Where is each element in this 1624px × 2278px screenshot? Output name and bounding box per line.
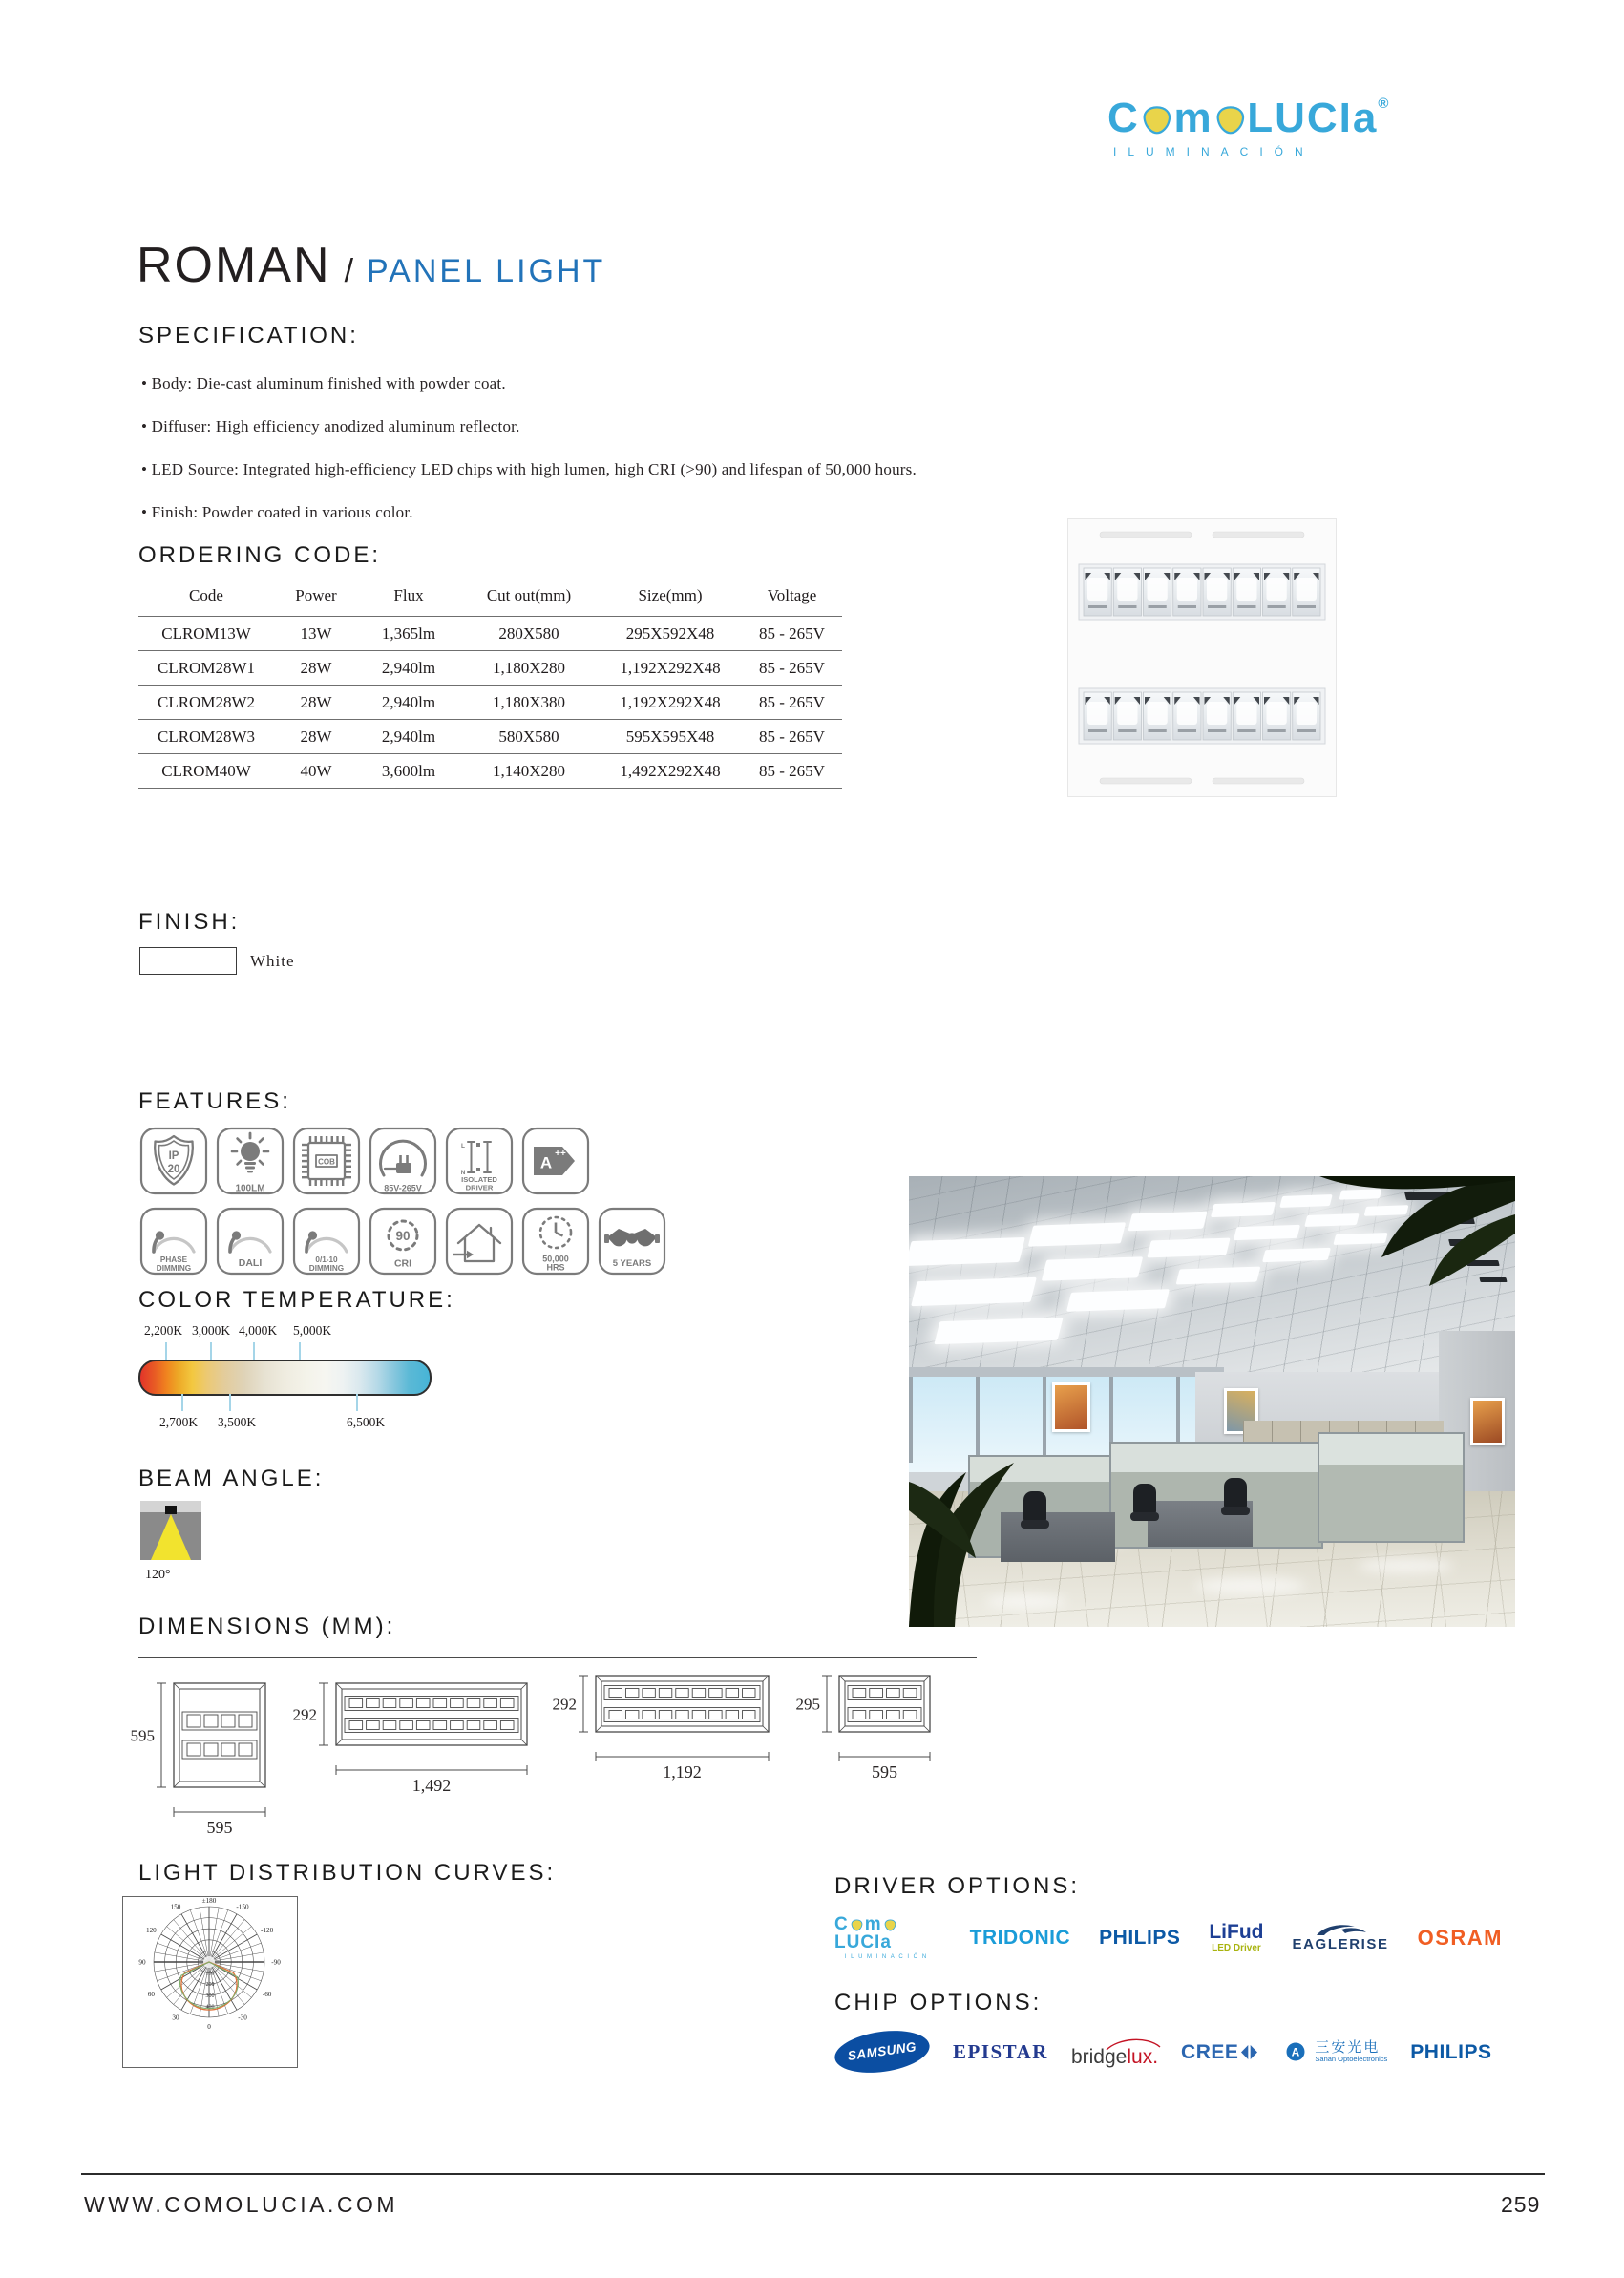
wide-voltage-plug-icon bbox=[369, 1127, 437, 1195]
ordering-table-cell: 2,940lm bbox=[381, 692, 436, 711]
lumen-bulb-icon bbox=[216, 1127, 285, 1195]
ceiling-light-panel bbox=[1128, 1212, 1207, 1232]
ct-bottom-label: 3,500K bbox=[217, 1415, 257, 1429]
cri-90-icon bbox=[369, 1207, 437, 1276]
svg-text:295: 295 bbox=[795, 1695, 820, 1714]
brand-logo-sanan bbox=[1280, 2037, 1387, 2066]
ct-bottom-tick bbox=[229, 1394, 231, 1411]
svg-text:DRIVER: DRIVER bbox=[465, 1183, 494, 1192]
product-name: ROMAN bbox=[137, 238, 331, 293]
svg-text:-60: -60 bbox=[262, 1991, 272, 1998]
ordering-table-cell: 295X592X48 bbox=[625, 623, 715, 643]
ct-top-label: 3,000K bbox=[191, 1323, 231, 1338]
svg-text:200: 200 bbox=[205, 1982, 215, 1989]
color-temperature-bar bbox=[138, 1360, 432, 1396]
bridgelux-arc-icon bbox=[1105, 2037, 1162, 2051]
office-chair-seat bbox=[1021, 1520, 1049, 1529]
svg-text:PHASE: PHASE bbox=[159, 1255, 188, 1264]
svg-text:-30: -30 bbox=[238, 2014, 247, 2022]
svg-text:90: 90 bbox=[138, 1958, 146, 1967]
svg-text:CRI: CRI bbox=[393, 1257, 412, 1270]
brand-label: TRIDONIC bbox=[969, 1927, 1071, 1949]
ordering-table-cell: 2,940lm bbox=[381, 727, 436, 746]
ordering-table-wrap bbox=[138, 576, 842, 789]
color-temperature-heading: COLOR TEMPERATURE: bbox=[138, 1287, 455, 1313]
brand-logo-cree bbox=[1181, 2042, 1257, 2062]
ct-top-tick bbox=[299, 1342, 301, 1360]
isolated-driver-icon bbox=[445, 1127, 514, 1195]
brand-logo-tridonic bbox=[970, 1928, 1071, 1948]
ordering-table-cell: 1,180X280 bbox=[492, 658, 566, 677]
brand-tagline: ILUMINACIÓN bbox=[1113, 145, 1315, 158]
specification-heading: SPECIFICATION: bbox=[138, 323, 359, 348]
brand-logo-eaglerise bbox=[1293, 1924, 1389, 1951]
svg-text:100: 100 bbox=[205, 1971, 215, 1977]
chip-options-heading: CHIP OPTIONS: bbox=[834, 1990, 1043, 2015]
beam-angle-heading: BEAM ANGLE: bbox=[138, 1466, 325, 1491]
specification-bullet: • Diffuser: High efficiency anodized aluminum reflector. bbox=[141, 417, 520, 435]
office-poster bbox=[1470, 1398, 1505, 1445]
brand-label: CREE bbox=[1181, 2040, 1239, 2063]
ordering-column-header: Power bbox=[295, 586, 337, 604]
indoor-house-icon bbox=[445, 1207, 514, 1276]
svg-text:A: A bbox=[1292, 2045, 1300, 2059]
ordering-table-cell: 3,600lm bbox=[381, 761, 436, 780]
ceiling-light-panel bbox=[934, 1318, 1063, 1344]
ordering-table-cell: 595X595X48 bbox=[625, 727, 715, 746]
svg-text:DIMMING: DIMMING bbox=[308, 1264, 345, 1273]
finish-swatch-white bbox=[139, 947, 237, 975]
svg-text:0: 0 bbox=[207, 2023, 211, 2031]
ordering-table-cell: 85 - 265V bbox=[759, 623, 825, 643]
ceiling-light-panel bbox=[1066, 1289, 1170, 1312]
ordering-table-cell: CLROM13W bbox=[161, 623, 251, 643]
svg-text:DALI: DALI bbox=[238, 1257, 263, 1269]
svg-text:595: 595 bbox=[130, 1726, 155, 1745]
brand-wordmark-small: C mLUCIa bbox=[834, 1915, 941, 1951]
svg-text:400: 400 bbox=[205, 2004, 215, 2011]
ct-top-label: 5,000K bbox=[292, 1323, 332, 1338]
finish-heading: FINISH: bbox=[138, 909, 241, 935]
phase-dimming-gauge-icon bbox=[139, 1207, 208, 1276]
logo-pick-icon bbox=[1142, 105, 1172, 136]
brand-logo-philips bbox=[1099, 1928, 1180, 1948]
ceiling-light-panel bbox=[1304, 1213, 1360, 1227]
brand-logo-samsung bbox=[834, 2032, 930, 2072]
sanan-logo-row bbox=[1280, 2037, 1387, 2066]
svg-text:-120: -120 bbox=[261, 1927, 274, 1934]
ordering-table-row bbox=[138, 754, 842, 789]
ordering-heading: ORDERING CODE: bbox=[138, 542, 382, 568]
ct-top-label: 2,200K bbox=[143, 1323, 183, 1338]
ip20-shield-icon bbox=[139, 1127, 208, 1195]
sanan-monogram-icon bbox=[1280, 2037, 1309, 2066]
ordering-table-cell: 1,180X380 bbox=[492, 692, 566, 711]
ct-bottom-tick bbox=[181, 1394, 183, 1411]
office-desk bbox=[1001, 1512, 1115, 1562]
ct-top-tick bbox=[253, 1342, 255, 1360]
ordering-column-header: Cut out(mm) bbox=[486, 586, 572, 604]
svg-text:1,492: 1,492 bbox=[411, 1776, 452, 1795]
ct-top-tick bbox=[165, 1342, 167, 1360]
brand-logo-bridgelux bbox=[1071, 2037, 1158, 2067]
ordering-table-cell: 2,940lm bbox=[381, 658, 436, 677]
ordering-table-cell: 1,365lm bbox=[381, 623, 436, 643]
svg-text:292: 292 bbox=[552, 1695, 577, 1714]
svg-text:90: 90 bbox=[395, 1229, 411, 1243]
svg-text:150: 150 bbox=[170, 1903, 181, 1911]
polar-chart bbox=[122, 1896, 298, 2068]
logo-pick-icon bbox=[884, 1919, 896, 1931]
ceiling-light-panel bbox=[909, 1237, 1025, 1266]
svg-text:595: 595 bbox=[206, 1818, 233, 1837]
zero-one-ten-dimming-gauge-icon bbox=[292, 1207, 361, 1276]
ct-bottom-tick bbox=[356, 1394, 358, 1411]
svg-text:85V-265V: 85V-265V bbox=[384, 1183, 422, 1193]
svg-text:100LM: 100LM bbox=[235, 1183, 265, 1194]
cree-diamond-icon bbox=[1241, 2044, 1257, 2060]
svg-text:DIMMING: DIMMING bbox=[156, 1264, 192, 1273]
brand-label: PHILIPS bbox=[1099, 1927, 1181, 1949]
light-distribution-heading: LIGHT DISTRIBUTION CURVES: bbox=[138, 1860, 557, 1886]
ordering-table-header bbox=[138, 576, 842, 617]
page-title bbox=[137, 237, 605, 294]
svg-text:ISOLATED: ISOLATED bbox=[461, 1175, 497, 1184]
ordering-table-cell: 28W bbox=[300, 658, 332, 677]
brand-logo-lifud bbox=[1209, 1922, 1263, 1953]
registered-mark: ® bbox=[1378, 95, 1389, 112]
office-poster bbox=[1052, 1382, 1090, 1432]
ceiling-light-panel bbox=[1339, 1189, 1382, 1199]
dimension-drawing bbox=[540, 1664, 790, 1813]
svg-text:595: 595 bbox=[872, 1762, 897, 1782]
features-heading: FEATURES: bbox=[138, 1088, 291, 1114]
ordering-table-cell: 1,192X292X48 bbox=[620, 692, 721, 711]
ceiling-light-panel bbox=[1147, 1238, 1230, 1258]
eaglerise-bird-icon bbox=[1313, 1924, 1368, 1936]
product-category: PANEL LIGHT bbox=[367, 253, 606, 289]
ordering-table-cell: 85 - 265V bbox=[759, 727, 825, 746]
ordering-table-cell: 85 - 265V bbox=[759, 658, 825, 677]
logo-pick-icon bbox=[1215, 105, 1246, 136]
dimensions-heading: DIMENSIONS (MM): bbox=[138, 1614, 396, 1639]
warranty-handshake-icon bbox=[598, 1207, 666, 1276]
ordering-table-cell: 28W bbox=[300, 727, 332, 746]
dali-gauge-icon bbox=[216, 1207, 285, 1276]
features-row-2 bbox=[139, 1207, 666, 1276]
lifespan-clock-icon bbox=[521, 1207, 590, 1276]
ceiling-downlight-fixture bbox=[1404, 1192, 1456, 1200]
office-cubicle-panel bbox=[1318, 1432, 1465, 1543]
cob-chip-icon bbox=[292, 1127, 361, 1195]
ceiling-downlight-fixture bbox=[1429, 1216, 1475, 1224]
brand-logo bbox=[1107, 97, 1499, 158]
ordering-column-header: Flux bbox=[393, 586, 424, 604]
product-image bbox=[1067, 518, 1337, 802]
application-photo bbox=[909, 1176, 1515, 1627]
brand-label: LiFud bbox=[1209, 1921, 1264, 1943]
ct-top-tick bbox=[210, 1342, 212, 1360]
ceiling-light-panel bbox=[1333, 1233, 1387, 1245]
beam-angle-value: 120° bbox=[145, 1568, 171, 1582]
ordering-table-cell: CLROM28W3 bbox=[158, 727, 255, 746]
svg-text:N: N bbox=[460, 1170, 466, 1176]
svg-text:L: L bbox=[461, 1143, 465, 1150]
brand-label: ILUMINACIÓN bbox=[844, 1954, 931, 1960]
svg-text:IP: IP bbox=[168, 1150, 179, 1162]
cree-wordmark bbox=[1181, 2042, 1257, 2062]
ceiling-downlight-fixture bbox=[1479, 1277, 1507, 1282]
title-separator: / bbox=[344, 253, 354, 289]
brand-sublabel: Sanan Optoelectronics bbox=[1315, 2055, 1388, 2064]
brand-label: LED Driver bbox=[1212, 1943, 1261, 1953]
brand-wordmark-text: C m LUCIa bbox=[1107, 95, 1379, 141]
office-chair-back bbox=[1133, 1484, 1156, 1514]
specification-list bbox=[141, 374, 917, 546]
specification-bullet: • LED Source: Integrated high-efficiency LED chips with high lumen, high CRI (>90) and lifespan of 50,000 hours. bbox=[141, 460, 917, 478]
ceiling-light-panel bbox=[1211, 1202, 1276, 1217]
ceiling-downlight-fixture bbox=[1448, 1239, 1488, 1246]
ct-bottom-label: 6,500K bbox=[346, 1415, 386, 1429]
svg-text:±180: ±180 bbox=[201, 1897, 217, 1905]
svg-text:++: ++ bbox=[555, 1149, 566, 1159]
ordering-table-row bbox=[138, 720, 842, 754]
svg-text:300: 300 bbox=[205, 1993, 215, 1999]
beam-angle-icon bbox=[140, 1501, 201, 1565]
brand-logo-comolucia bbox=[834, 1915, 941, 1960]
svg-text:-90: -90 bbox=[271, 1958, 281, 1967]
svg-text:120: 120 bbox=[145, 1927, 157, 1934]
svg-text:50,000: 50,000 bbox=[542, 1254, 569, 1264]
energy-class-a-icon bbox=[521, 1127, 590, 1195]
svg-text:1,192: 1,192 bbox=[663, 1762, 702, 1782]
ordering-table-cell: 13W bbox=[300, 623, 332, 643]
svg-text:5 YEARS: 5 YEARS bbox=[612, 1258, 652, 1269]
svg-text:20: 20 bbox=[167, 1164, 180, 1175]
ordering-table-cell: 1,192X292X48 bbox=[620, 658, 721, 677]
office-floor-reflection bbox=[1358, 1558, 1453, 1573]
brand-label: OSRAM bbox=[1417, 1925, 1503, 1950]
svg-text:HRS: HRS bbox=[546, 1262, 565, 1273]
dimension-drawing bbox=[118, 1672, 286, 1868]
svg-text:COB: COB bbox=[318, 1157, 335, 1167]
ceiling-light-panel bbox=[1028, 1222, 1126, 1246]
ct-bottom-label: 2,700K bbox=[158, 1415, 199, 1429]
ordering-table bbox=[138, 576, 842, 789]
samsung-ellipse bbox=[833, 2025, 933, 2078]
office-chair-seat bbox=[1130, 1512, 1159, 1521]
brand-label: EPISTAR bbox=[953, 2039, 1048, 2063]
specification-bullet: • Finish: Powder coated in various color. bbox=[141, 503, 413, 521]
brand-logo-philips2 bbox=[1410, 2042, 1491, 2062]
ordering-table-cell: 1,492X292X48 bbox=[620, 761, 721, 780]
ordering-table-row bbox=[138, 686, 842, 720]
ordering-table-cell: CLROM28W1 bbox=[158, 658, 255, 677]
svg-text:0/1-10: 0/1-10 bbox=[315, 1255, 338, 1264]
brand-label: EAGLERISE bbox=[1292, 1936, 1389, 1952]
ceiling-light-panel bbox=[1234, 1225, 1300, 1240]
ordering-table-cell: 40W bbox=[300, 761, 332, 780]
ceiling-light-panel bbox=[1279, 1194, 1333, 1208]
ordering-table-cell: 580X580 bbox=[498, 727, 559, 746]
brand-label: lux. bbox=[1127, 2045, 1159, 2068]
ordering-table-cell: 28W bbox=[300, 692, 332, 711]
brand-logo-osram bbox=[1417, 1925, 1503, 1950]
brand-wordmark bbox=[1107, 97, 1499, 139]
svg-text:30: 30 bbox=[172, 2014, 179, 2022]
footer-rule bbox=[81, 2173, 1545, 2175]
dimension-drawing bbox=[784, 1664, 951, 1813]
svg-text:A: A bbox=[539, 1153, 553, 1172]
driver-brand-logos bbox=[834, 1915, 1503, 1960]
office-floor-reflection bbox=[985, 1594, 1066, 1609]
ordering-table-cell: 1,140X280 bbox=[492, 761, 566, 780]
ordering-table-cell: 85 - 265V bbox=[759, 692, 825, 711]
ceiling-light-panel bbox=[911, 1277, 1037, 1306]
ceiling-light-panel bbox=[1364, 1205, 1409, 1216]
brand-label: bridge bbox=[1070, 2045, 1128, 2068]
svg-text:60: 60 bbox=[147, 1991, 155, 1998]
office-floor-reflection bbox=[1195, 1577, 1305, 1594]
brand-label: SAMSUNG bbox=[847, 2039, 917, 2064]
dimension-drawing bbox=[281, 1672, 548, 1826]
ordering-table-cell: CLROM40W bbox=[161, 761, 251, 780]
office-chair-back bbox=[1224, 1478, 1247, 1508]
office-chair-back bbox=[1023, 1491, 1046, 1522]
logo-pick-icon bbox=[851, 1919, 863, 1931]
svg-text:292: 292 bbox=[292, 1705, 317, 1724]
office-chair-seat bbox=[1221, 1507, 1250, 1515]
dimensions-rule bbox=[138, 1657, 977, 1658]
ceiling-light-panel bbox=[1176, 1267, 1261, 1285]
page-number: 259 bbox=[1501, 2192, 1541, 2217]
ordering-table-cell: CLROM28W2 bbox=[158, 692, 255, 711]
ordering-column-header: Size(mm) bbox=[638, 586, 703, 604]
driver-options-heading: DRIVER OPTIONS: bbox=[834, 1873, 1081, 1899]
specification-bullet: • Body: Die-cast aluminum finished with powder coat. bbox=[141, 374, 506, 392]
features-row-1 bbox=[139, 1127, 590, 1195]
brand-logo-epistar bbox=[953, 2039, 1048, 2063]
bridgelux-wordmark bbox=[1071, 2037, 1158, 2067]
ceiling-light-panel bbox=[1042, 1256, 1143, 1280]
svg-text:-150: -150 bbox=[236, 1903, 249, 1911]
ordering-table-row bbox=[138, 651, 842, 686]
ct-top-label: 4,000K bbox=[238, 1323, 278, 1338]
chip-brand-logos bbox=[834, 2032, 1512, 2072]
ordering-column-header: Code bbox=[189, 586, 223, 604]
ordering-table-cell: 85 - 265V bbox=[759, 761, 825, 780]
brand-label: 三安光电 bbox=[1315, 2038, 1381, 2056]
ordering-column-header: Voltage bbox=[767, 586, 817, 604]
ceiling-light-panel bbox=[1262, 1248, 1331, 1262]
ceiling-downlight-fixture bbox=[1466, 1260, 1499, 1266]
ordering-table-cell: 280X580 bbox=[498, 623, 559, 643]
brand-label: PHILIPS bbox=[1410, 2040, 1492, 2063]
ordering-table-row bbox=[138, 617, 842, 651]
finish-swatch-label: White bbox=[250, 952, 295, 970]
footer-url: WWW.COMOLUCIA.COM bbox=[84, 2192, 399, 2217]
